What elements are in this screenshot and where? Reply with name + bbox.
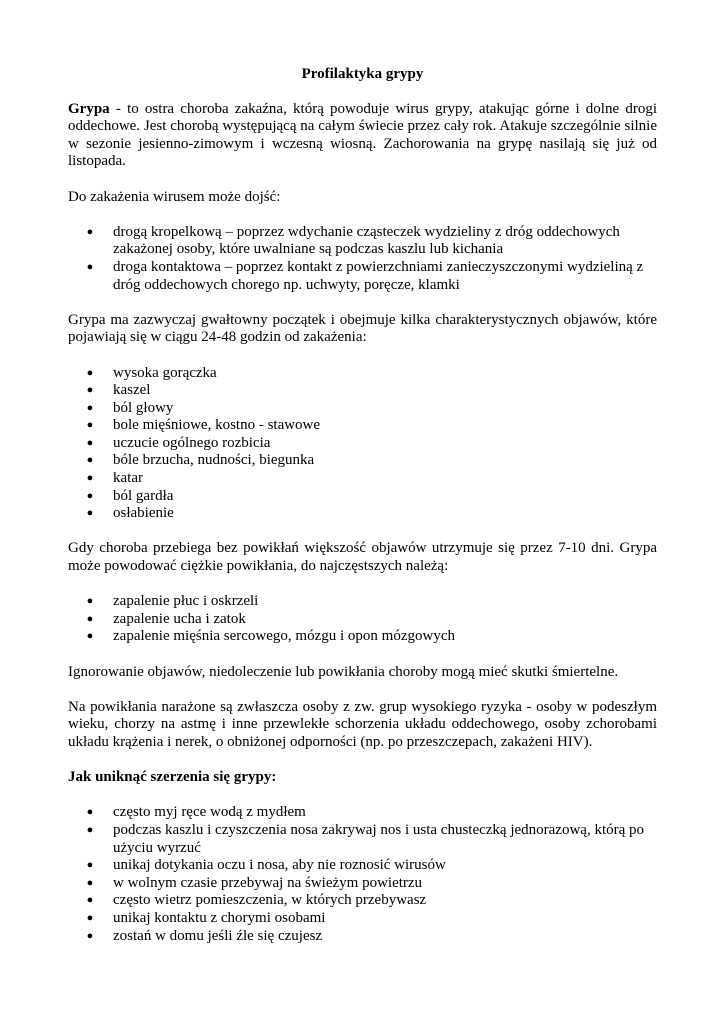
bullet-icon: ● [86, 911, 94, 924]
list-item: ● bóle brzucha, nudności, biegunka [68, 452, 657, 470]
list-item: ● w wolnym czasie przebywaj na świeżym powietrzu [68, 875, 657, 893]
list-item: ● zapalenie mięśnia sercowego, mózgu i opon mózgowych [68, 628, 657, 646]
bullet-icon: ● [86, 894, 94, 907]
list-item: ● wysoka gorączka [68, 365, 657, 383]
bullet-icon: ● [86, 612, 94, 625]
prevention-heading: Jak uniknąć szerzenia się grypy: [68, 769, 277, 786]
bullet-icon: ● [86, 384, 94, 397]
page-title: Profilaktyka grypy [301, 66, 424, 82]
bullet-icon: ● [86, 436, 94, 449]
transmission-list [68, 224, 657, 294]
bullet-icon: ● [86, 630, 94, 643]
bullet-icon: ● [86, 454, 94, 467]
list-item: ● drogą kropelkową – poprzez wdychanie cząsteczek wydzieliny z dróg oddechowych zakażonej osoby, które uwalniane są podczas kaszlu lub kichania [68, 224, 657, 259]
list-item: ● często myj ręce wodą z mydłem [68, 804, 657, 822]
bullet-icon: ● [86, 823, 94, 836]
list-item: ● ból gardła [68, 488, 657, 506]
intro-text: - to ostra choroba zakaźna, którą powoduje wirus grypy, atakując górne i dolne drogi oddechowe. Jest chorobą występującą na całym świecie przez cały rok. Atakuje szczególnie silnie w sezonie jesienno-zimowym i wczesną wiosną. Zachorowania na grypę nasilają się już od listopada. [68, 100, 657, 170]
bullet-icon: ● [86, 876, 94, 889]
bullet-icon: ● [86, 489, 94, 502]
list-item: ● kaszel [68, 382, 657, 400]
bullet-icon: ● [86, 419, 94, 432]
list-item: ● unikaj dotykania oczu i nosa, aby nie roznosić wirusów [68, 857, 657, 875]
prevention-list [68, 804, 657, 945]
bullet-icon: ● [86, 929, 94, 942]
list-item: ● uczucie ogólnego rozbicia [68, 435, 657, 453]
bullet-icon: ● [86, 595, 94, 608]
complications-list [68, 593, 657, 646]
risk-groups-paragraph: Na powikłania narażone są zwłaszcza osoby z zw. grup wysokiego ryzyka - osoby w podeszłym wieku, chorzy na astmę i inne przewlekłe schorzenia układu oddechowego, osoby zchorobami układu krążenia i nerek, o obniżonej odporności (np. po przeszczepach, zakażeni HIV). [68, 698, 657, 750]
list-item: ● zapalenie płuc i oskrzeli [68, 593, 657, 611]
bullet-icon: ● [86, 225, 94, 238]
bullet-icon: ● [86, 806, 94, 819]
list-item: ● droga kontaktowa – poprzez kontakt z powierzchniami zanieczyszczonymi wydzieliną z dróg oddechowych chorego np. uchwyty, poręcze, klamki [68, 259, 657, 294]
bullet-icon: ● [86, 260, 94, 273]
symptoms-list [68, 365, 657, 523]
transmission-lead: Do zakażenia wirusem może dojść: [68, 188, 281, 205]
list-item: ● osłabienie [68, 505, 657, 523]
list-item: ● unikaj kontaktu z chorymi osobami [68, 910, 657, 928]
document-body [68, 66, 657, 963]
list-item: ● często wietrz pomieszczenia, w których przebywasz [68, 892, 657, 910]
list-item: ● zapalenie ucha i zatok [68, 611, 657, 629]
intro-paragraph [68, 101, 657, 171]
warning-paragraph: Ignorowanie objawów, niedoleczenie lub powikłania choroby mogą mieć skutki śmiertelne. [68, 663, 619, 680]
bullet-icon: ● [86, 366, 94, 379]
intro-term: Grypa [68, 100, 110, 117]
list-item: ● podczas kaszlu i czyszczenia nosa zakrywaj nos i usta chusteczką jednorazową, którą po użyciu wyrzuć [68, 822, 657, 857]
symptoms-lead: Grypa ma zazwyczaj gwałtowny początek i obejmuje kilka charakterystycznych objawów, które pojawiają się w ciągu 24-48 godzin od zakażenia: [68, 311, 657, 346]
bullet-icon: ● [86, 401, 94, 414]
bullet-icon: ● [86, 507, 94, 520]
list-item: ● bole mięśniowe, kostno - stawowe [68, 417, 657, 435]
list-item: ● katar [68, 470, 657, 488]
complications-lead: Gdy choroba przebiega bez powikłań większość objawów utrzymuje się przez 7-10 dni. Grypa może powodować ciężkie powikłania, do najczęstszych należą: [68, 540, 657, 575]
bullet-icon: ● [86, 472, 94, 485]
bullet-icon: ● [86, 859, 94, 872]
list-item: ● zostań w domu jeśli źle się czujesz [68, 928, 657, 946]
list-item: ● ból głowy [68, 400, 657, 418]
